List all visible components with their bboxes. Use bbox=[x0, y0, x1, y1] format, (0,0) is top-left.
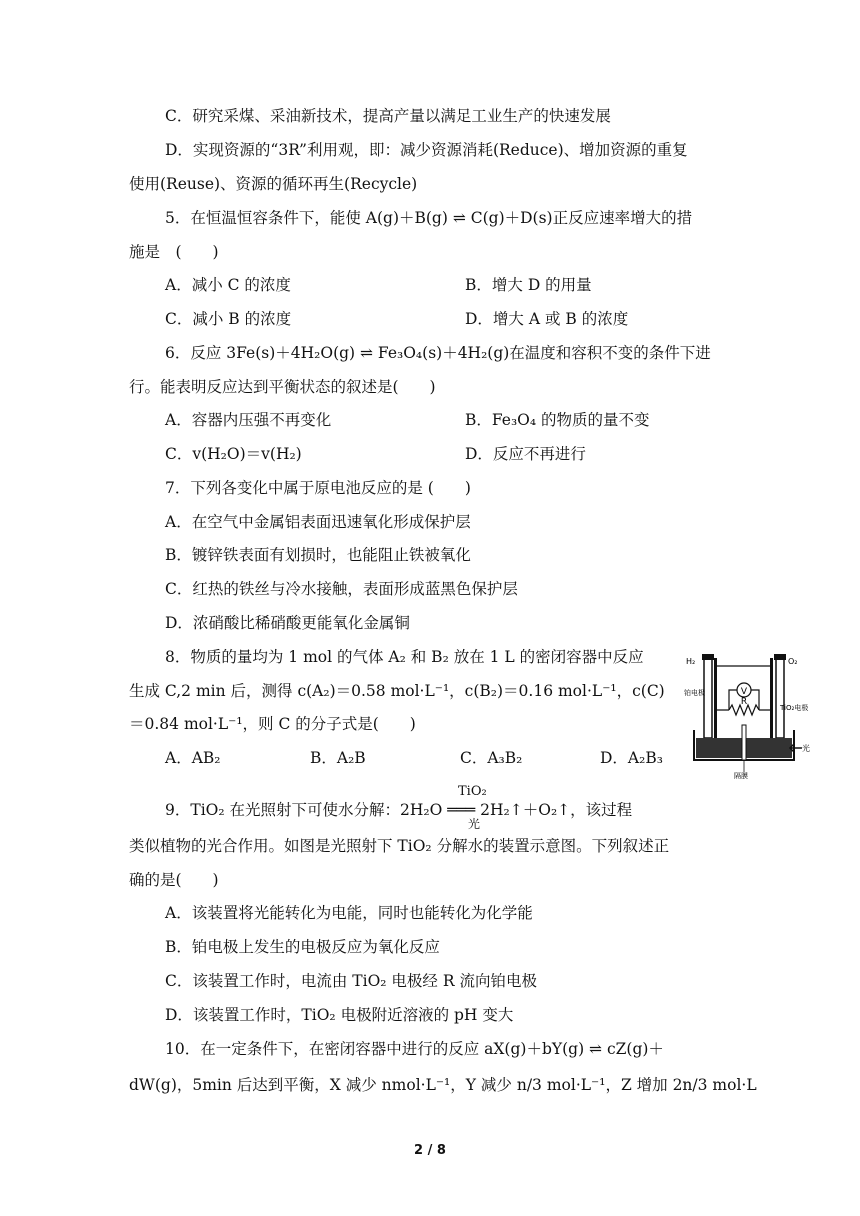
o2-tube-cap bbox=[774, 654, 786, 660]
q4-option-d-line1: D．实现资源的“3R”利用观，即：减少资源消耗(Reduce)、增加资源的重复 bbox=[165, 141, 688, 159]
q9-option-a: A．该装置将光能转化为电能，同时也能转化为化学能 bbox=[165, 904, 533, 922]
tio2-electrode-label: TiO₂电极 bbox=[780, 704, 809, 712]
o2-gas-tube bbox=[776, 658, 784, 738]
q8-option-b: B．A₂B bbox=[310, 749, 366, 767]
light-arrow bbox=[790, 744, 802, 752]
q9-stem-line3: 确的是( ) bbox=[129, 871, 219, 889]
q8-option-c: C．A₃B₂ bbox=[460, 749, 523, 767]
q10-stem-line2: dW(g)，5min 后达到平衡，X 减少 nmol·L⁻¹，Y 减少 n/3 mol·L⁻¹，Z 增加 2n/3 mol·L bbox=[129, 1076, 757, 1094]
resistor-label: R bbox=[740, 697, 748, 707]
q5-option-c: C．减小 B 的浓度 bbox=[165, 310, 292, 328]
q5-option-a: A．减小 C 的浓度 bbox=[165, 276, 291, 294]
q5-option-b: B．增大 D 的用量 bbox=[465, 276, 592, 294]
membrane-label: 隔膜 bbox=[734, 772, 748, 780]
q5-stem-line2: 施是 ( ) bbox=[129, 243, 219, 261]
q5-stem-line1: 5．在恒温恒容条件下，能使 A(g)＋B(g) ⇌ C(g)＋D(s)正反应速率增大的措 bbox=[165, 209, 693, 227]
q9-stem-line2: 类似植物的光合作用。如图是光照射下 TiO₂ 分解水的装置示意图。下列叙述正 bbox=[129, 837, 670, 855]
q8-stem-line3: ＝0.84 mol·L⁻¹，则 C 的分子式是( ) bbox=[129, 715, 416, 733]
q7-option-a: A．在空气中金属铝表面迅速氧化形成保护层 bbox=[165, 513, 471, 531]
q6-option-d: D．反应不再进行 bbox=[465, 445, 586, 463]
q4-option-c: C．研究采煤、采油新技术，提高产量以满足工业生产的快速发展 bbox=[165, 107, 611, 125]
h2-tube-cap bbox=[702, 654, 714, 660]
q5-option-d: D．增大 A 或 B 的浓度 bbox=[465, 310, 629, 328]
q7-option-b: B．镀锌铁表面有划损时，也能阻止铁被氧化 bbox=[165, 546, 471, 564]
q7-stem: 7．下列各变化中属于原电池反应的是 ( ) bbox=[165, 479, 471, 497]
q9-stem-line1: 9．TiO₂ 在光照射下可使水分解：2H₂O ═══ 2H₂↑＋O₂↑，该过程 bbox=[165, 801, 633, 819]
o2-label: O₂ bbox=[788, 657, 798, 666]
q9-condition-top: TiO₂ bbox=[458, 784, 487, 799]
q8-stem-line1: 8．物质的量均为 1 mol 的气体 A₂ 和 B₂ 放在 1 L 的密闭容器中反应 bbox=[165, 648, 644, 666]
h2-label: H₂ bbox=[686, 657, 696, 666]
q6-option-c: C．v(H₂O)＝v(H₂) bbox=[165, 445, 302, 463]
tio2-cell-diagram bbox=[684, 650, 814, 780]
pt-electrode-label: 铂电极 bbox=[684, 689, 705, 697]
q8-stem-line2: 生成 C,2 min 后，测得 c(A₂)＝0.58 mol·L⁻¹，c(B₂)＝0.16 mol·L⁻¹，c(C) bbox=[129, 682, 665, 700]
q9-option-b: B．铂电极上发生的电极反应为氧化反应 bbox=[165, 938, 440, 956]
q6-stem-line2: 行。能表明反应达到平衡状态的叙述是( ) bbox=[129, 378, 436, 396]
q7-option-c: C．红热的铁丝与冷水接触，表面形成蓝黑色保护层 bbox=[165, 580, 518, 598]
h2-gas-tube bbox=[704, 658, 712, 738]
light-label: 光 bbox=[802, 744, 810, 753]
q6-option-a: A．容器内压强不再变化 bbox=[165, 411, 332, 429]
voltmeter-label: V bbox=[740, 687, 748, 697]
q8-option-a: A．AB₂ bbox=[165, 749, 221, 767]
q6-option-b: B．Fe₃O₄ 的物质的量不变 bbox=[465, 411, 650, 429]
q9-condition-bottom: 光 bbox=[468, 817, 481, 831]
q7-option-d: D．浓硝酸比稀硝酸更能氧化金属铜 bbox=[165, 614, 410, 632]
membrane bbox=[742, 725, 746, 760]
q8-option-d: D．A₂B₃ bbox=[600, 749, 663, 767]
q6-stem-line1: 6．反应 3Fe(s)＋4H₂O(g) ⇌ Fe₃O₄(s)＋4H₂(g)在温度和容积不变的条件下进 bbox=[165, 344, 711, 362]
q9-option-d: D．该装置工作时，TiO₂ 电极附近溶液的 pH 变大 bbox=[165, 1006, 514, 1024]
q4-option-d-line2: 使用(Reuse)、资源的循环再生(Recycle) bbox=[129, 175, 418, 193]
page-number: 2 / 8 bbox=[414, 1143, 446, 1158]
q9-option-c: C．该装置工作时，电流由 TiO₂ 电极经 R 流向铂电极 bbox=[165, 972, 537, 990]
circuit-wire-top bbox=[715, 666, 772, 670]
q10-stem-line1: 10．在一定条件下，在密闭容器中进行的反应 aX(g)＋bY(g) ⇌ cZ(g)＋ bbox=[165, 1040, 664, 1058]
